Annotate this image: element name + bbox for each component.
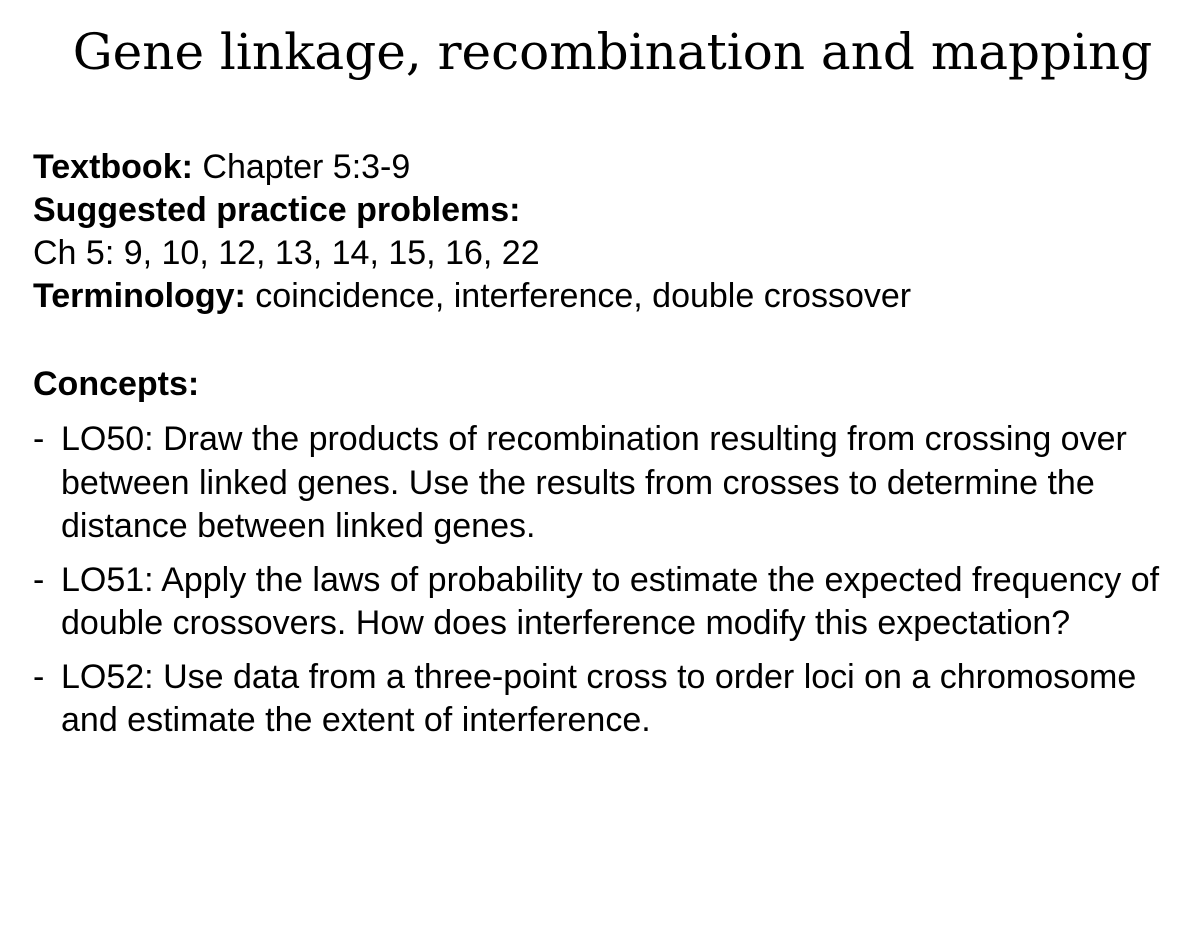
practice-value: Ch 5: 9, 10, 12, 13, 14, 15, 16, 22 [33,234,540,272]
slide-title: Gene linkage, recombination and mapping [72,23,1153,81]
concept-item-lo50 [33,418,1183,549]
concept-text: LO52: Use data from a three-point cross to order loci on a chromosome and estimate the extent of interference. [61,657,1137,739]
textbook-label: Textbook: [33,148,193,186]
course-info [33,146,911,318]
practice-label-line [33,189,911,232]
concept-item-lo51 [33,559,1183,646]
concepts-heading: Concepts: [33,365,200,403]
textbook-value: Chapter 5:3-9 [202,148,411,186]
textbook-line [33,146,911,189]
terminology-label: Terminology: [33,277,246,315]
concepts-list [33,418,1183,753]
terminology-value: coincidence, interference, double crossover [255,277,912,315]
practice-label: Suggested practice problems: [33,191,521,229]
bullet-dash: - [33,560,45,599]
bullet-dash: - [33,657,45,696]
bullet-dash: - [33,420,45,458]
terminology-line [33,275,911,318]
concept-text: LO51: Apply the laws of probability to estimate the expected frequency of double crossovers. How does interference modify this expectation? [61,560,1160,642]
concept-item-lo52 [33,656,1183,743]
practice-value-line [33,232,911,275]
concept-text: LO50: Draw the products of recombination resulting from crossing over between linked genes. Use the results from crosses to determine the distance between linked genes. [61,420,1127,545]
